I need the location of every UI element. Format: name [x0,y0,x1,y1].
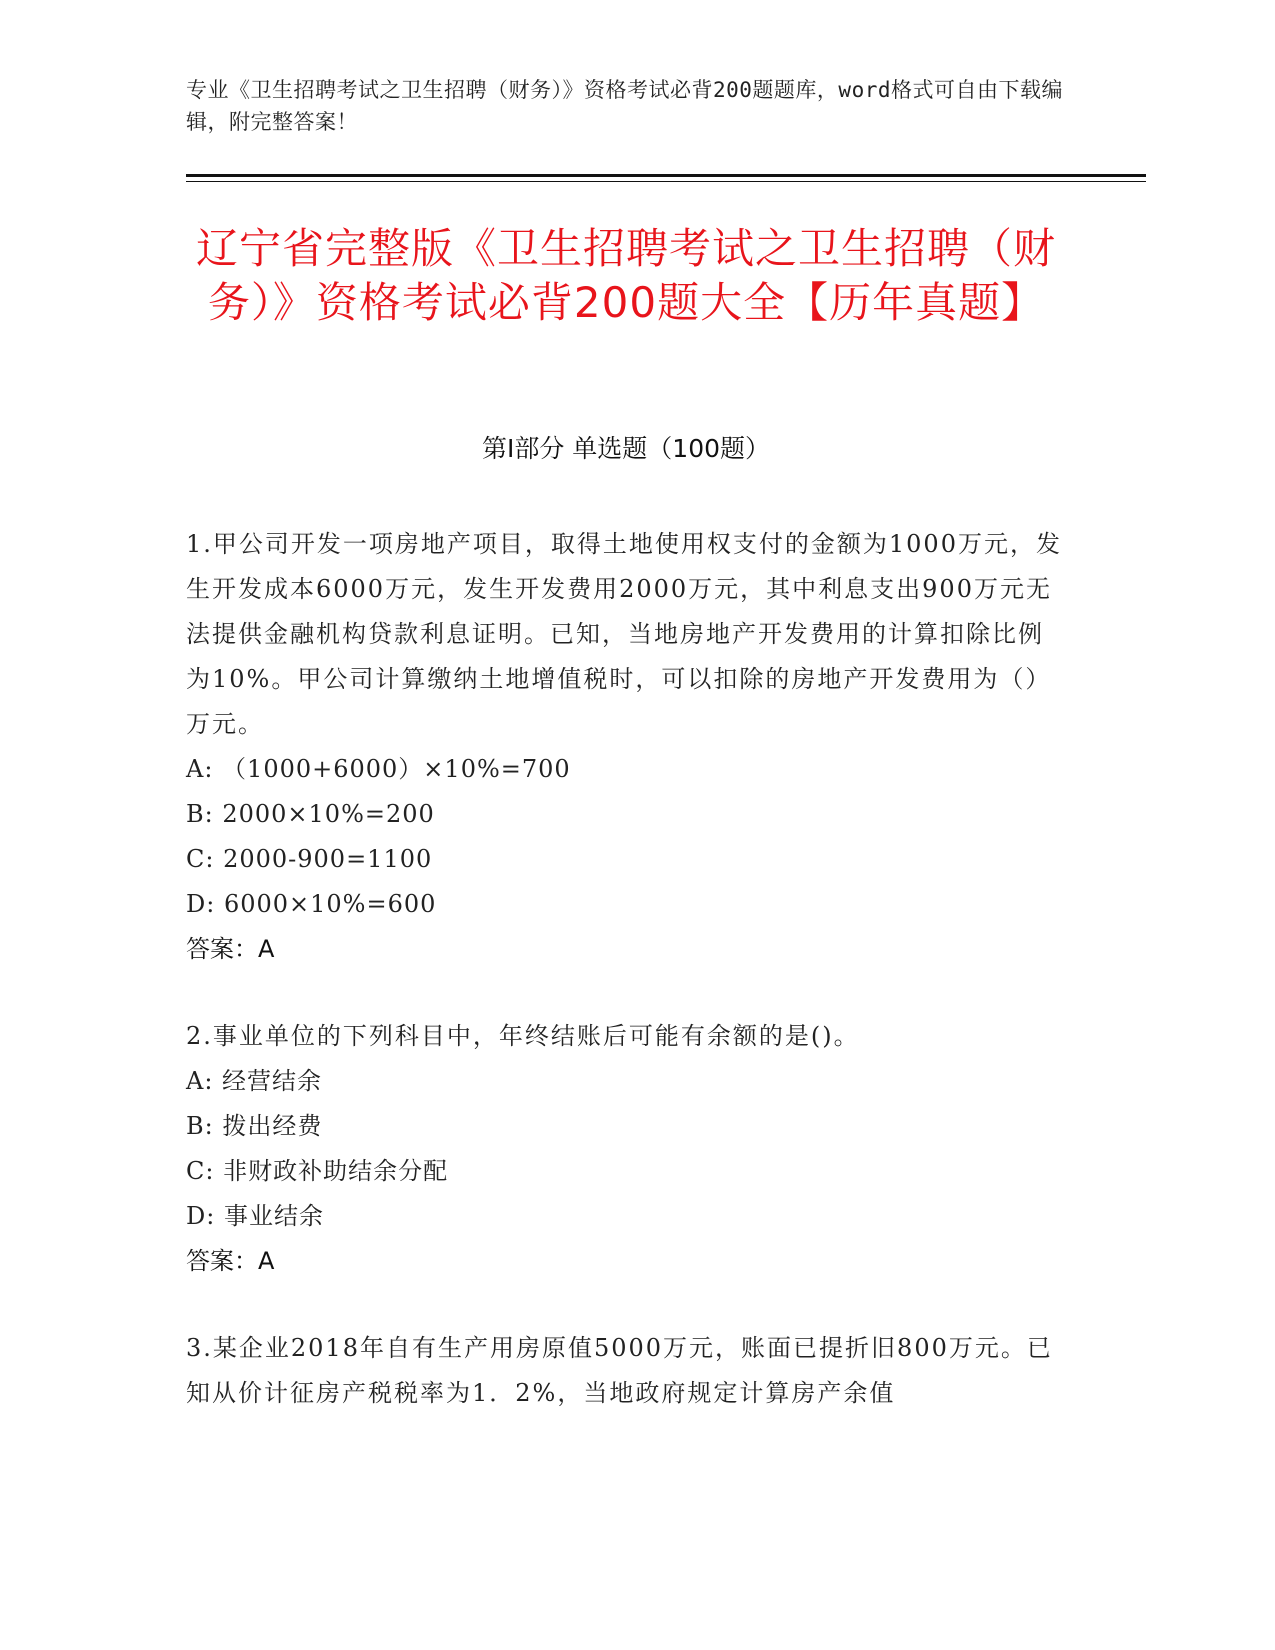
option-a: A: （1000+6000）×10%=700 [186,755,571,783]
question-stem: 3.某企业2018年自有生产用房原值5000万元，账面已提折旧800万元。已知从价计征房产税税率为1．2%，当地政府规定计算房产余值 [186,1334,1053,1407]
header-divider-thin [186,181,1146,182]
option-d: D: 事业结余 [186,1202,324,1230]
answer-label: 答案：A [186,1247,275,1275]
document-title: 辽宁省完整版《卫生招聘考试之卫生招聘（财务）》资格考试必背200题大全【历年真题】 [195,224,1056,327]
question-stem: 1.甲公司开发一项房地产项目，取得土地使用权支付的金额为1000万元，发生开发成本6000万元，发生开发费用2000万元，其中利息支出900万元无法提供金融机构贷款利息证明。已知，当地房地产开发费用的计算扣除比例为10%。甲公司计算缴纳土地增值税时，可以扣除的房地产开发费用为（）万元。 [186,530,1062,738]
option-d: D: 6000×10%=600 [186,890,437,918]
question-1 [186,522,1066,972]
option-c: C: 非财政补助结余分配 [186,1157,449,1185]
header-note: 专业《卫生招聘考试之卫生招聘（财务）》资格考试必背200题题库，word格式可自由下载编辑，附完整答案！ [186,78,1063,134]
option-c: C: 2000-900=1100 [186,845,433,873]
header-divider-thick [186,174,1146,177]
option-a: A: 经营结余 [186,1067,323,1095]
question-list [186,522,1066,1458]
option-b: B: 拨出经费 [186,1112,323,1140]
question-3 [186,1326,1066,1416]
section-heading: 第I部分 单选题（100题） [481,434,771,463]
question-stem: 2.事业单位的下列科目中，年终结账后可能有余额的是()。 [186,1022,860,1050]
question-2 [186,1014,1066,1284]
answer-label: 答案：A [186,935,275,963]
option-b: B: 2000×10%=200 [186,800,435,828]
